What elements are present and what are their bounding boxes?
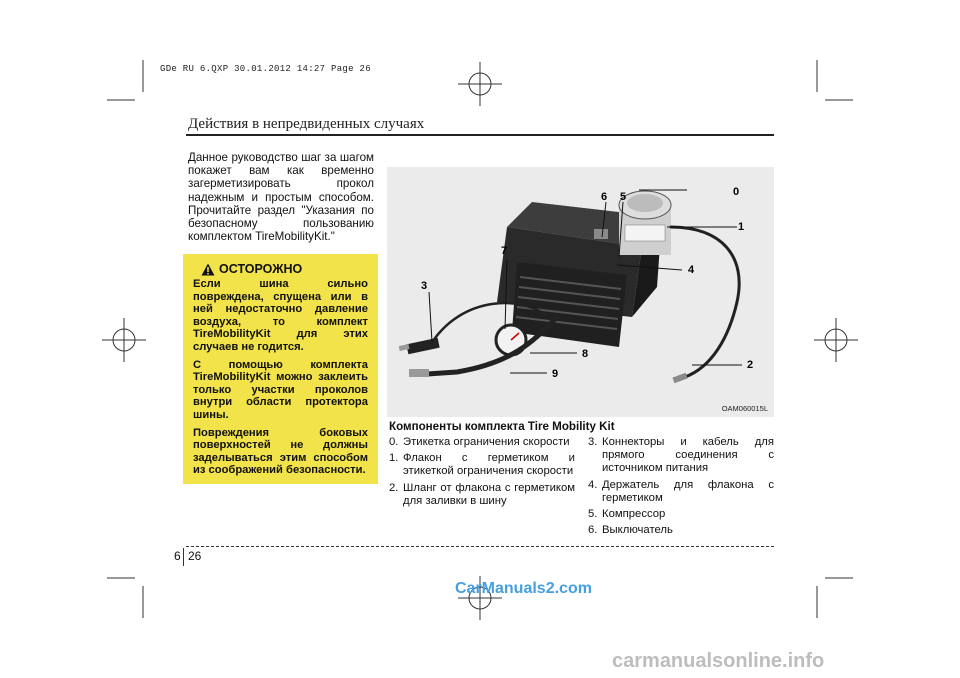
kit-illustration: [387, 167, 774, 417]
callout-3: 3: [421, 280, 428, 292]
list-item-number: 6.: [588, 524, 598, 537]
list-item: [588, 479, 774, 505]
header-rule: [186, 134, 774, 136]
callout-1: 1: [738, 221, 745, 233]
list-item-text: Этикетка ограничения скорости: [403, 436, 570, 448]
warning-title: [201, 262, 368, 276]
list-item-text: Выключатель: [602, 524, 673, 537]
intro-paragraph: [188, 151, 374, 243]
warning-triangle-icon: [201, 263, 215, 276]
list-item: [588, 508, 774, 521]
tire-mobility-kit-figure: [387, 167, 774, 417]
watermark-carmanuals2[interactable]: CarManuals2.com: [455, 580, 592, 597]
list-item-text: Коннекторы и кабель для прямого соединения с источником питания: [602, 436, 774, 475]
callout-8: 8: [582, 348, 589, 360]
intro-text: Данное руководство шаг за шагом покажет вам как временно загерметизировать прокол надежным и простым способом. Прочитайте раздел "Указания по безопасному пользованию комплектом TireMobilityKit.": [188, 151, 374, 244]
callout-9: 9: [552, 368, 559, 380]
print-slug: GDe RU 6.QXP 30.01.2012 14:27 Page 26: [160, 64, 371, 74]
chapter-number: 6: [174, 549, 181, 563]
list-item: [588, 524, 774, 537]
list-item-text: Шланг от флакона с герметиком для заливки в шину: [403, 481, 575, 507]
components-list-left: [389, 436, 575, 511]
sealant-bottle: [619, 191, 671, 255]
page-header-title: Действия в непредвиденных случаях: [188, 116, 425, 132]
footer-divider: [186, 546, 774, 547]
callout-6: 6: [601, 191, 608, 203]
list-item-number: 1.: [389, 452, 399, 465]
sealant-hose: [671, 227, 739, 377]
callout-5: 5: [620, 191, 627, 203]
warning-paragraph: С помощью комплекта TireMobilityKit можно заклеить только участки проколов внутри области протектора шины.: [193, 358, 368, 421]
list-item-text: Флакон с герметиком и этикеткой ограничения скорости: [403, 452, 575, 478]
figure-caption: Компоненты комплекта Tire Mobility Kit: [389, 420, 615, 433]
list-item-text: Держатель для флакона с герметиком: [602, 478, 774, 504]
power-plug: [399, 338, 440, 354]
warning-title-text: ОСТОРОЖНО: [219, 262, 303, 276]
list-item-text: Компрессор: [602, 508, 666, 521]
callout-7: 7: [501, 245, 508, 257]
callout-2: 2: [747, 359, 754, 371]
callout-0: 0: [733, 186, 740, 198]
warning-box: [183, 254, 378, 484]
list-item: [588, 436, 774, 476]
page-number-separator: [183, 548, 184, 566]
list-item-number: 3.: [588, 436, 598, 448]
list-item: [389, 482, 575, 508]
warning-body: [193, 278, 368, 477]
watermark-carmanualsonline[interactable]: carmanualsonline.info: [612, 650, 825, 672]
warning-paragraph: Повреждения боковых поверхностей не должны заделываться этим способом из соображений безопасности.: [193, 426, 368, 477]
list-item: [389, 452, 575, 478]
list-item-number: 2.: [389, 481, 399, 494]
page-number: 26: [188, 549, 202, 563]
figure-code: OAM060015L: [721, 404, 768, 413]
list-item-number: 0.: [389, 436, 399, 448]
list-item-number: 5.: [588, 508, 598, 521]
components-list-right: [588, 436, 774, 540]
callout-4: 4: [688, 264, 695, 276]
list-item-number: 4.: [588, 478, 598, 491]
warning-paragraph: Если шина сильно повреждена, спущена или в ней недостаточно давление воздуха, то комплект TireMobilityKit для этих случаев не годится.: [193, 278, 368, 353]
list-item: [389, 436, 575, 449]
